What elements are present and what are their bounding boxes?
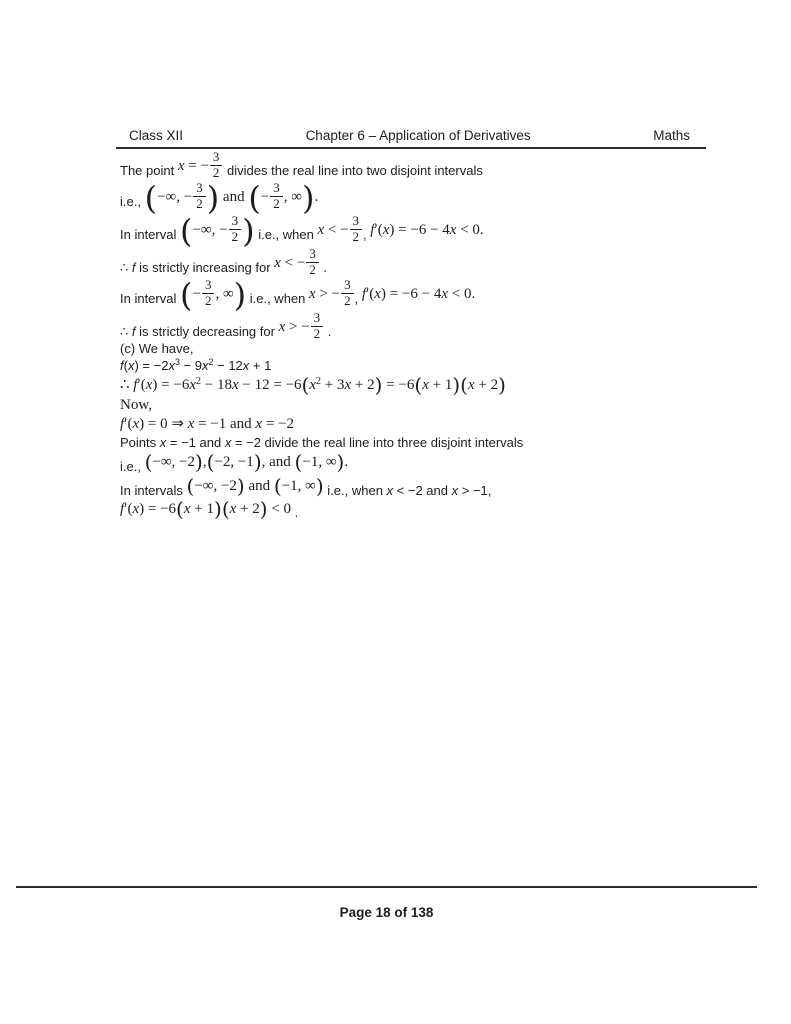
fraction-numerator: 3 (210, 150, 223, 166)
superscript: 3 (174, 357, 180, 368)
header-subject-label: Maths (653, 128, 690, 143)
text-run: x (159, 434, 167, 450)
math-run: Now, (120, 396, 152, 413)
fraction (201, 278, 216, 309)
text-run: . (291, 505, 299, 521)
text-run: > −1, (458, 482, 492, 498)
footer-rule (16, 886, 757, 920)
fraction-numerator: 3 (202, 278, 215, 294)
math-run: x (255, 416, 263, 433)
math-run: x (132, 416, 140, 433)
paren: ) (253, 449, 262, 474)
math-run: x (422, 377, 429, 394)
text-run: In interval (120, 290, 180, 306)
math-run: < − (280, 254, 306, 271)
math-run: x (374, 285, 381, 302)
text-run: ( (123, 358, 128, 374)
text-run: divides the real line into two disjoint intervals (223, 162, 483, 178)
math-run: , ∞ (215, 285, 234, 302)
text-run: x (451, 482, 459, 498)
fraction-denominator: 2 (212, 164, 220, 180)
math-run: −∞, − (192, 221, 228, 238)
math-run: < 0. (456, 221, 484, 238)
fraction-numerator: 3 (341, 278, 354, 294)
paren: ) (302, 178, 315, 217)
paren: ) (195, 449, 203, 474)
text-run: f (120, 358, 124, 374)
math-run: . (344, 453, 349, 470)
math-run: + 2 (236, 501, 260, 518)
math-run: . (314, 188, 319, 205)
math-run: < − (324, 221, 349, 238)
fraction-numerator: 3 (270, 181, 283, 197)
math-run: , and (261, 453, 295, 470)
para-points-divide-line (120, 435, 686, 452)
fraction (269, 181, 284, 212)
fraction-denominator: 2 (196, 195, 203, 211)
text-run: is strictly increasing for (135, 259, 275, 275)
math-run: ) = −6 − 4 (380, 285, 442, 302)
text-run: ∴ (120, 323, 132, 339)
text-run: ∴ (120, 259, 132, 275)
math-run: x (183, 501, 191, 518)
math-run: + 2 (351, 377, 375, 394)
paren: ) (233, 275, 247, 314)
paren: ( (144, 178, 158, 217)
math-run: ′( (374, 221, 383, 238)
fraction-numerator: 3 (229, 214, 242, 230)
math-run: x (274, 254, 281, 271)
math-run: < 0. (448, 285, 476, 302)
text-run: f (131, 323, 136, 339)
math-run: ) = −6 (152, 377, 190, 394)
paren: ) (374, 373, 383, 398)
math-run: + 1 (428, 377, 453, 394)
fraction (209, 150, 224, 181)
fraction (228, 214, 243, 245)
paren: ( (248, 178, 261, 217)
math-run: and (219, 188, 249, 205)
text-run: + 1 (249, 358, 272, 374)
text-run: (c) We have, (120, 341, 194, 357)
page-header (116, 128, 706, 149)
fraction-numerator: 3 (193, 181, 206, 197)
math-run: x (278, 318, 286, 335)
math-run: x (344, 377, 352, 394)
paren: ( (179, 275, 193, 314)
paren: ( (301, 373, 310, 398)
math-run: − 18 (201, 377, 232, 394)
para-interval-neg-case (120, 211, 686, 250)
text-run: x (202, 358, 209, 374)
text-run: x (242, 358, 250, 374)
math-run: ) = −6 (139, 501, 177, 518)
paren: ) (214, 497, 222, 522)
paren: ) (206, 178, 220, 217)
fraction (349, 214, 364, 245)
paren: ( (221, 497, 230, 522)
math-run: f (133, 377, 138, 394)
math-run: , (202, 453, 207, 470)
para-derivative-factored (120, 375, 686, 396)
math-run: < 0 (267, 501, 292, 518)
paren: ) (452, 373, 461, 398)
math-run: ′( (366, 285, 375, 302)
math-run: ) = 0 ⇒ (139, 416, 188, 433)
math-run: − (192, 285, 201, 302)
math-run: = − (184, 157, 209, 174)
para-critical-points (120, 415, 686, 435)
math-run: − (260, 188, 270, 205)
math-run: and (244, 477, 274, 494)
math-run: + 2 (474, 377, 499, 394)
text-run: i.e., (120, 458, 145, 474)
para-decreasing-conclusion (120, 311, 686, 342)
fraction-numerator: 3 (306, 247, 319, 263)
para-three-intervals (120, 449, 686, 476)
fraction-denominator: 2 (204, 292, 212, 308)
math-run: f (370, 221, 375, 238)
header-class-label: Class XII (129, 128, 184, 143)
math-run: − 12 = −6 (238, 377, 302, 394)
text-run: − 9 (179, 358, 202, 374)
fraction (310, 311, 325, 342)
para-point-divides (120, 150, 686, 181)
paren: ) (236, 473, 245, 498)
paren: ( (186, 473, 195, 498)
math-run: x (132, 501, 140, 518)
para-part-c-intro (120, 341, 686, 358)
math-run: x (177, 157, 185, 174)
fraction-denominator: 2 (309, 261, 316, 277)
text-run: − 12 (213, 358, 243, 374)
text-run: i.e., when (254, 226, 318, 242)
para-function-definition (120, 358, 686, 375)
text-run: In interval (120, 226, 180, 242)
math-run: −∞, −2 (152, 453, 196, 470)
para-increasing-conclusion (120, 247, 686, 278)
text-run: , (354, 290, 362, 306)
math-run: x (441, 285, 448, 302)
text-run: , (363, 226, 371, 242)
math-run: + 1 (190, 501, 214, 518)
math-run: x (145, 377, 153, 394)
text-run: x (224, 434, 232, 450)
math-run: ) = −6 − 4 (389, 221, 450, 238)
superscript: 2 (316, 376, 322, 388)
para-derivative-negative (120, 499, 686, 522)
paren: ( (460, 373, 468, 398)
math-run: x (189, 377, 197, 394)
math-run: ′( (124, 501, 133, 518)
math-run: = −2 (262, 416, 294, 433)
paren: ) (336, 449, 345, 474)
text-run: The point (120, 162, 178, 178)
fraction-denominator: 2 (273, 195, 280, 211)
math-run: x (309, 377, 317, 394)
fraction-denominator: 2 (231, 228, 239, 244)
text-run: is strictly decreasing for (135, 323, 279, 339)
math-run: ′( (124, 416, 133, 433)
fraction (340, 278, 355, 309)
superscript: 2 (196, 376, 202, 388)
paren: ( (273, 473, 282, 498)
math-run: x (449, 221, 457, 238)
math-run: −1, ∞ (302, 453, 337, 470)
math-run: f (361, 285, 366, 302)
text-run: = −2 divide the real line into three disjoint intervals (231, 434, 524, 450)
text-run: < −2 and (393, 482, 452, 498)
paren: ) (315, 473, 324, 498)
fraction (305, 247, 320, 278)
text-run: i.e., when (323, 482, 387, 498)
text-run: . (324, 323, 332, 339)
math-run: ′( (137, 377, 146, 394)
para-interval-pos-case (120, 275, 686, 314)
superscript: 2 (208, 357, 214, 368)
fraction-denominator: 2 (313, 325, 321, 341)
text-run: x (386, 482, 394, 498)
document-body (120, 150, 686, 522)
math-run: > − (285, 318, 310, 335)
math-run: x (382, 221, 390, 238)
paren: ( (176, 497, 184, 522)
math-run: −∞, −2 (194, 477, 237, 494)
math-run: > − (315, 285, 341, 302)
math-run: = −6 (382, 377, 415, 394)
math-run: x (309, 285, 316, 302)
text-run: Points (120, 434, 160, 450)
math-run: x (317, 221, 325, 238)
paren: ( (206, 449, 215, 474)
math-run: −∞, − (157, 188, 193, 205)
paren: ) (498, 373, 506, 398)
fraction-numerator: 3 (311, 311, 324, 327)
page-number: Page 18 of 138 (339, 905, 434, 920)
paren: ) (259, 497, 268, 522)
math-run: x (231, 377, 239, 394)
text-run: i.e., when (246, 290, 309, 306)
paren: ( (144, 449, 153, 474)
text-run: x (168, 358, 175, 374)
para-now (120, 396, 686, 416)
fraction (192, 181, 207, 212)
para-intervals-case (120, 473, 686, 500)
math-run: f (120, 416, 125, 433)
text-run: f (131, 259, 136, 275)
paren: ( (294, 449, 303, 474)
text-run: . (319, 259, 328, 275)
math-run: x (187, 416, 195, 433)
math-run: , ∞ (283, 188, 302, 205)
math-run: x (467, 377, 475, 394)
text-run: x (127, 358, 135, 374)
fraction-denominator: 2 (344, 292, 351, 308)
fraction-denominator: 2 (352, 228, 360, 244)
text-run: i.e., (120, 193, 145, 209)
math-run: x (229, 501, 237, 518)
header-chapter-title: Chapter 6 – Application of Derivatives (305, 128, 531, 143)
math-run: ∴ (120, 377, 134, 394)
math-run: −1, ∞ (281, 477, 316, 494)
paren: ( (179, 211, 193, 250)
paren: ) (242, 211, 255, 250)
text-run: ) = −2 (134, 358, 169, 374)
math-run: + 3 (321, 377, 345, 394)
math-run: = −1 and (194, 416, 256, 433)
para-two-intervals (120, 178, 686, 217)
paren: ( (414, 373, 423, 398)
math-run: −2, −1 (214, 453, 254, 470)
text-run: = −1 and (166, 434, 225, 450)
text-run: In intervals (120, 482, 187, 498)
math-run: f (120, 501, 125, 518)
fraction-numerator: 3 (350, 214, 363, 230)
